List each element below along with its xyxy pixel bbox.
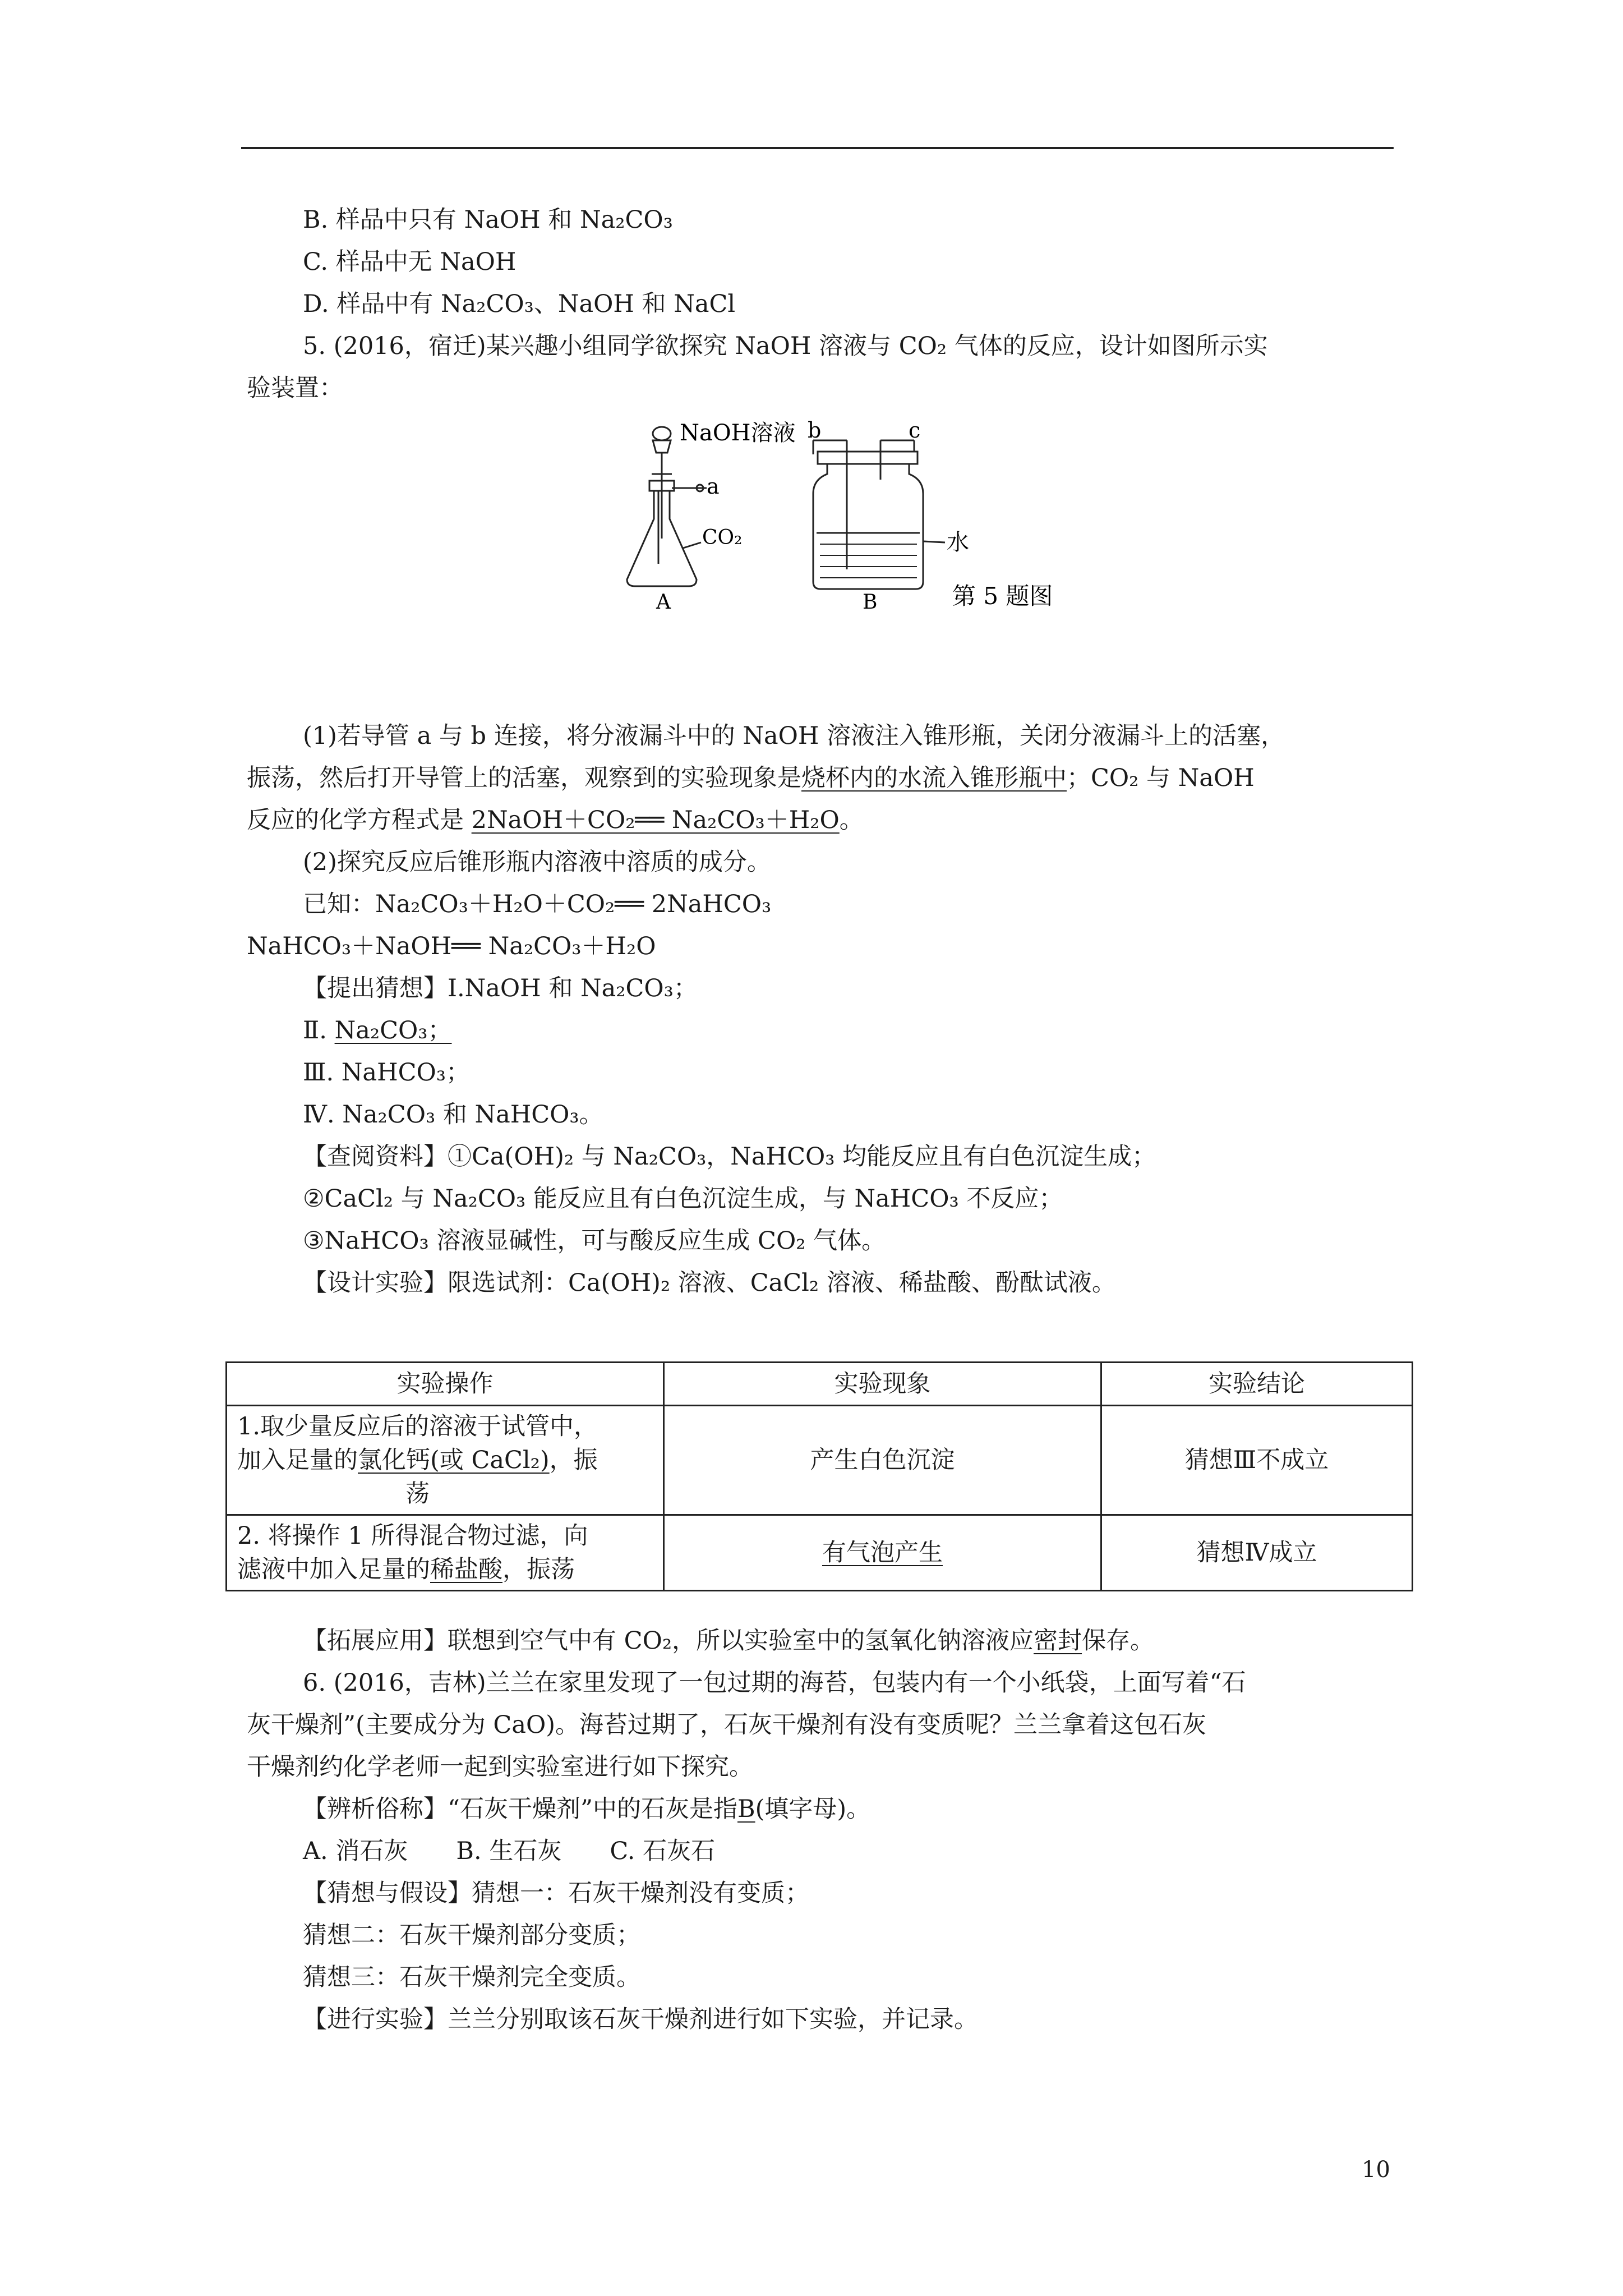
guess-3: Ⅲ. NaHCO₃； (303, 1059, 470, 1087)
row1-conclusion: 猜想Ⅲ不成立 (1101, 1406, 1413, 1515)
known-eq2: NaHCO₃＋NaOH══ Na₂CO₃＋H₂O (247, 932, 656, 960)
header-conclusion: 实验结论 (1101, 1363, 1413, 1406)
flask-a-drawing (627, 427, 707, 586)
tube-c-label: c (909, 418, 921, 443)
option-c: C. 样品中无 NaOH (303, 248, 517, 276)
tube-a-label: a (707, 474, 720, 499)
question-5-line2: 验装置： (247, 374, 343, 402)
part1-line3 (247, 803, 864, 837)
hypothesis-3: 猜想三：石灰干燥剂完全变质。 (303, 1963, 640, 1991)
row1-op-line2 (237, 1443, 653, 1477)
reference-3: ③NaHCO₃ 溶液显碱性，可与酸反应生成 CO₂ 气体。 (303, 1227, 886, 1255)
table-row (227, 1515, 1413, 1591)
answer-guess-2: Na₂CO₃； (334, 1016, 452, 1045)
row2-op-answer: 稀盐酸 (430, 1556, 502, 1584)
guess-2 (303, 1014, 451, 1047)
reference-1: 【查阅资料】①Ca(OH)₂ 与 Na₂CO₃，NaHCO₃ 均能反应且有白色沉淀生成； (303, 1143, 1156, 1171)
part1-line2-post: ；CO₂ 与 NaOH (1067, 764, 1255, 792)
guess-4: Ⅳ. Na₂CO₃ 和 NaHCO₃。 (303, 1101, 603, 1129)
row1-op-line3: 荡 (405, 1480, 430, 1508)
row2-op-line2 (237, 1553, 653, 1586)
part2-title: (2)探究反应后锥形瓶内溶液中溶质的成分。 (303, 848, 771, 876)
known-eq1: 已知：Na₂CO₃＋H₂O＋CO₂══ 2NaHCO₃ (303, 890, 772, 918)
option-d: D. 样品中有 Na₂CO₃、NaOH 和 NaCl (303, 290, 736, 318)
water-label: 水 (947, 530, 969, 555)
header-operation: 实验操作 (227, 1363, 664, 1406)
flask-label: A (656, 591, 671, 614)
common-name-post: (填字母)。 (755, 1795, 871, 1823)
extension-post: 保存。 (1082, 1627, 1155, 1655)
question-5-line1: 5. (2016，宿迁)某兴趣小组同学欲探究 NaOH 溶液与 CO₂ 气体的反应，设计如图所示实 (303, 332, 1268, 360)
answer-phenomenon: 烧杯内的水流入锥形瓶中 (801, 764, 1067, 792)
reference-2: ②CaCl₂ 与 Na₂CO₃ 能反应且有白色沉淀生成，与 NaHCO₃ 不反应； (303, 1185, 1063, 1213)
hypothesis-2: 猜想二：石灰干燥剂部分变质； (303, 1921, 640, 1949)
naoh-label: NaOH溶液 (680, 420, 796, 446)
header-rule (241, 147, 1394, 149)
common-name-pre: 【辨析俗称】“石灰干燥剂”中的石灰是指 (303, 1795, 737, 1823)
row1-phenomenon: 产生白色沉淀 (664, 1406, 1101, 1515)
row2-op-line1: 2. 将操作 1 所得混合物过滤，向 (237, 1522, 588, 1550)
row1-op-line1: 1.取少量反应后的溶液于试管中， (237, 1412, 598, 1441)
option-b: B. 样品中只有 NaOH 和 Na₂CO₃ (303, 206, 673, 234)
common-name (303, 1792, 870, 1826)
answer-equation: 2NaOH＋CO₂══ Na₂CO₃＋H₂O (471, 806, 840, 834)
answer-lime: B (737, 1795, 755, 1823)
guess-2-pre: Ⅱ. (303, 1016, 335, 1045)
part1-line2-pre: 振荡，然后打开导管上的活塞，观察到的实验现象是 (247, 764, 801, 792)
tube-b-label: b (808, 418, 822, 443)
lime-options: A. 消石灰 B. 生石灰 C. 石灰石 (303, 1837, 716, 1865)
part1-line3-pre: 反应的化学方程式是 (247, 806, 472, 834)
row2-phenomenon (664, 1515, 1101, 1591)
question-6-line2: 灰干燥剂”(主要成分为 CaO)。海苔过期了，石灰干燥剂有没有变质呢？兰兰拿着这包石灰 (247, 1711, 1206, 1739)
experiment-table (225, 1361, 1413, 1591)
row2-op-pre: 滤液中加入足量的 (237, 1556, 430, 1584)
table-header-row (227, 1363, 1413, 1406)
row2-conclusion: 猜想Ⅳ成立 (1101, 1515, 1413, 1591)
extension-application (303, 1624, 1154, 1658)
extension-pre: 【拓展应用】联想到空气中有 CO₂，所以实验室中的氢氧化钠溶液应 (303, 1627, 1034, 1655)
row2-op-post: ，振荡 (502, 1556, 575, 1584)
design-experiment: 【设计实验】限选试剂：Ca(OH)₂ 溶液、CaCl₂ 溶液、稀盐酸、酚酞试液。 (303, 1269, 1116, 1297)
answer-seal: 密封 (1034, 1627, 1082, 1655)
question-6-line1: 6. (2016，吉林)兰兰在家里发现了一包过期的海苔，包装内有一个小纸袋，上面写着“石 (303, 1669, 1246, 1697)
table-row (227, 1406, 1413, 1515)
guess-1: 【提出猜想】Ⅰ.NaOH 和 Na₂CO₃； (303, 974, 698, 1002)
hypothesis-1: 【猜想与假设】猜想一：石灰干燥剂没有变质； (303, 1879, 809, 1907)
co2-label: CO₂ (702, 526, 743, 549)
page-number: 10 (1362, 2157, 1390, 2183)
header-phenomenon: 实验现象 (664, 1363, 1101, 1406)
row2-phenomenon-answer: 有气泡产生 (822, 1539, 943, 1567)
part1-line3-post: 。 (839, 806, 864, 834)
row2-operation (227, 1515, 664, 1591)
row1-op-post: ，振 (549, 1446, 598, 1474)
row1-op-pre: 加入足量的 (237, 1446, 358, 1474)
part1-line1: (1)若导管 a 与 b 连接，将分液漏斗中的 NaOH 溶液注入锥形瓶，关闭分液漏斗上的活塞， (303, 722, 1285, 750)
bottle-label: B (863, 591, 878, 614)
row1-op-answer: 氯化钙(或 CaCl₂) (358, 1446, 550, 1474)
question-6-line3: 干燥剂约化学老师一起到实验室进行如下探究。 (247, 1753, 753, 1781)
conduct-experiment: 【进行实验】兰兰分别取该石灰干燥剂进行如下实验，并记录。 (303, 2005, 978, 2033)
apparatus-figure (617, 418, 1122, 614)
part1-line2 (247, 761, 1255, 795)
row1-operation (227, 1406, 664, 1515)
water-lines (820, 544, 917, 578)
figure-caption: 第 5 题图 (952, 582, 1053, 610)
